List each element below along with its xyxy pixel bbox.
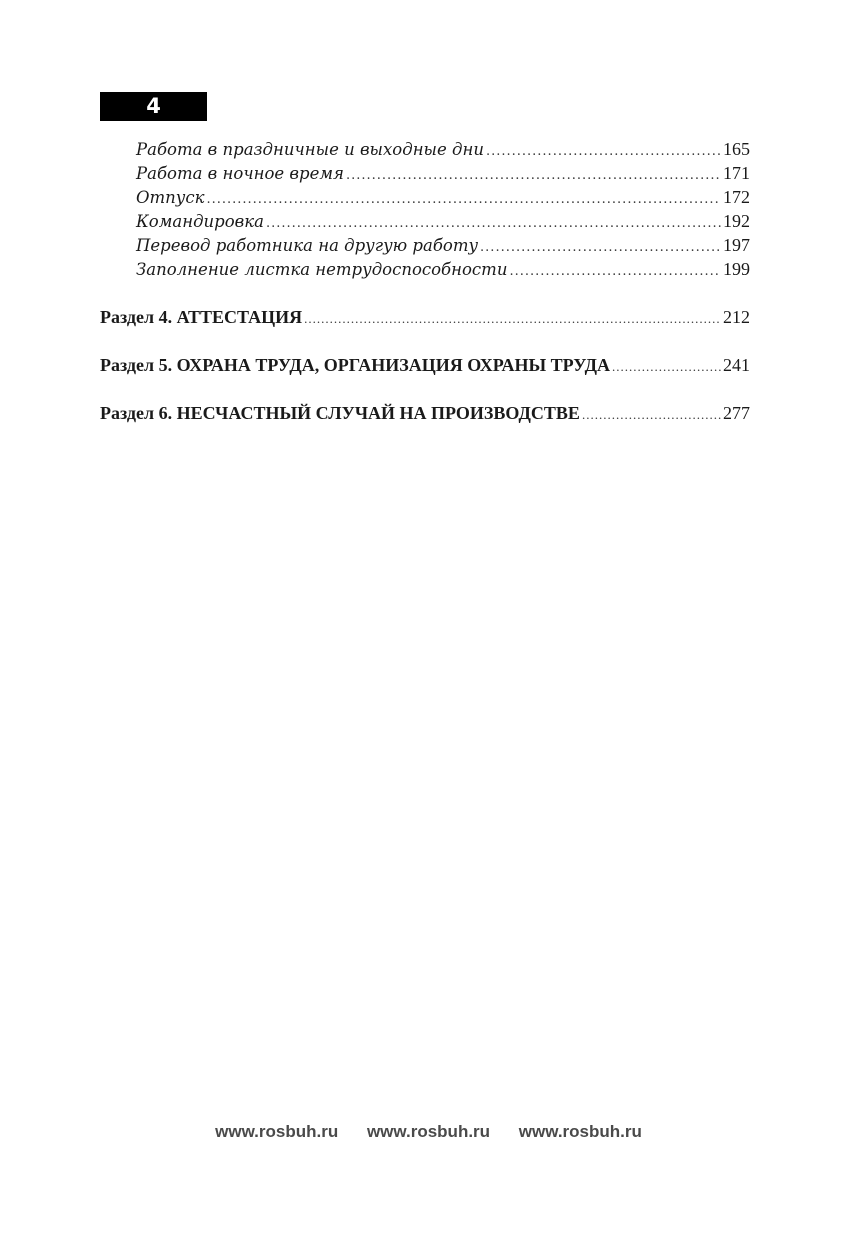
website-link: www.rosbuh.ru <box>215 1122 339 1141</box>
toc-entry <box>100 209 750 233</box>
toc-entry-page: 165 <box>723 139 750 159</box>
toc-section-page: 277 <box>723 403 750 423</box>
toc-entry-page: 199 <box>723 259 750 279</box>
website-link: www.rosbuh.ru <box>366 1122 491 1141</box>
dot-leader <box>486 140 721 164</box>
toc-section-title: Раздел 4. АТТЕСТАЦИЯ <box>100 307 303 327</box>
dot-leader <box>509 260 721 284</box>
dot-leader <box>206 188 721 212</box>
toc-entry <box>100 257 750 281</box>
dot-leader <box>582 403 721 427</box>
toc-entry <box>100 137 750 161</box>
toc-section-page: 241 <box>723 355 750 375</box>
toc-entry <box>100 233 750 257</box>
dot-leader <box>346 164 721 188</box>
toc-entry-title: Перевод работника на другую работу <box>136 236 479 255</box>
toc-section-title: Раздел 5. ОХРАНА ТРУДА, ОРГАНИЗАЦИЯ ОХРАНЫ ТРУДА <box>100 355 610 375</box>
website-link: www.rosbuh.ru <box>518 1122 642 1141</box>
toc-entry-page: 197 <box>723 235 750 255</box>
toc-entry-title: Работа в ночное время <box>136 164 344 183</box>
dot-leader <box>612 355 721 379</box>
toc-entry-page: 171 <box>723 163 750 183</box>
toc-entry-title: Командировка <box>136 212 264 231</box>
toc-entry-title: Отпуск <box>136 188 205 207</box>
toc-section-page: 212 <box>723 307 750 327</box>
footer <box>0 1122 857 1142</box>
toc-section-title: Раздел 6. НЕСЧАСТНЫЙ СЛУЧАЙ НА ПРОИЗВОДСТВЕ <box>100 403 580 423</box>
toc-section <box>100 353 750 377</box>
toc-entry <box>100 161 750 185</box>
toc-entry-page: 192 <box>723 211 750 231</box>
page-number: 4 <box>100 92 207 121</box>
dot-leader <box>266 212 721 236</box>
toc-entry-title: Заполнение листка нетрудоспособности <box>136 260 508 279</box>
dot-leader <box>304 307 721 331</box>
table-of-contents <box>100 137 750 425</box>
toc-section <box>100 305 750 329</box>
toc-entry-title: Работа в праздничные и выходные дни <box>136 140 484 159</box>
dot-leader <box>480 236 721 260</box>
toc-entry <box>100 185 750 209</box>
toc-entry-page: 172 <box>723 187 750 207</box>
toc-section <box>100 401 750 425</box>
